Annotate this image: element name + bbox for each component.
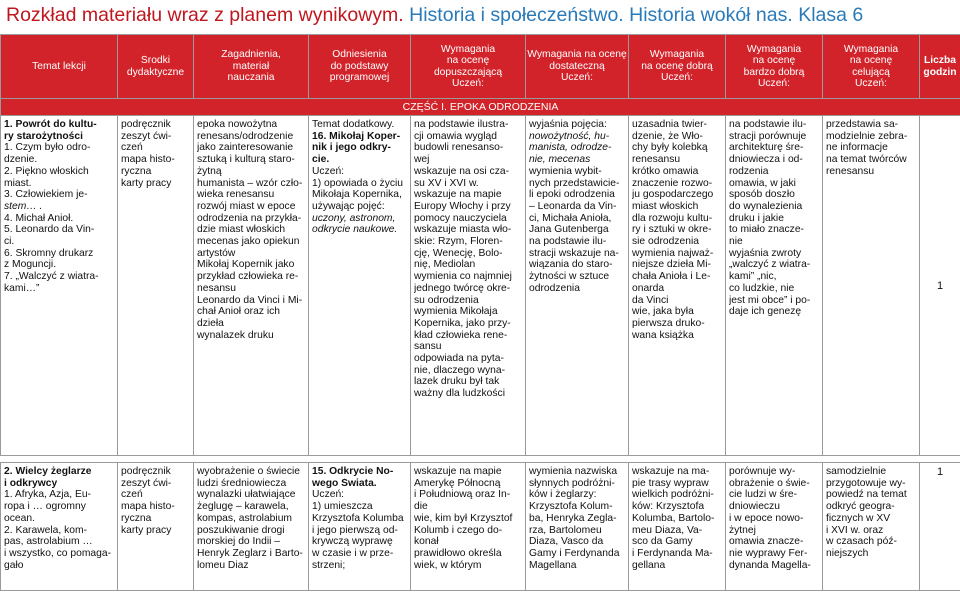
table-row [1, 463, 960, 591]
cell-line: 16. Mikołaj Koper- [312, 130, 401, 142]
cell-line: humanista – wzór czło- [197, 177, 303, 189]
cell-line: ryczna [121, 512, 152, 524]
cell-line: rodzenia [729, 165, 769, 177]
cell-line: wymienia wybit- [529, 165, 602, 177]
cell-line: nik i jego odkry- [312, 142, 391, 154]
header-line: materiał [232, 60, 270, 72]
cell-req-vgood [726, 116, 823, 456]
cell-line: chał Anioł oraz ich [197, 306, 280, 318]
cell-line: wiek, w którym [414, 559, 482, 571]
cell-line: mapa histo- [121, 501, 175, 513]
cell-line: i Ferdynanda Ma- [632, 547, 713, 559]
cell-line: i wszystko, co pomaga- [4, 547, 112, 559]
cell-req-sat [526, 463, 629, 591]
cell-line: krywczą wyprawę [312, 536, 393, 548]
header-req-excel [823, 35, 920, 99]
cell-line: ne informacje [826, 142, 888, 154]
header-line: Uczeń: [854, 78, 888, 89]
header-topic [1, 35, 118, 99]
cell-line: miast. [4, 177, 32, 189]
cell-line: na podstawie ilu- [529, 236, 607, 248]
cell-line: dzenie, że Wło- [632, 130, 703, 142]
cell-line: miast włoskich [632, 200, 699, 212]
cell-line: nowożytność, hu- [529, 130, 610, 142]
cell-line: w czasie i w prze- [312, 547, 394, 559]
cell-line: jest mi obce” i po- [729, 294, 811, 306]
cell-line: „walczyć z wiatra- [729, 259, 811, 271]
cell-line: krótko omawia [632, 165, 699, 177]
cell-line: 15. Odkrycie No- [312, 466, 394, 477]
cell-line: nie wyprawy Fer- [729, 547, 808, 559]
cell-line: kompas, astrolabium [197, 512, 292, 524]
cell-line: wego Świata. [312, 477, 377, 489]
cell-line: wyjaśnia pojęcia: [529, 119, 607, 130]
cell-line: konał [414, 536, 439, 548]
cell-reference [309, 116, 411, 456]
cell-line: i w epoce nowo- [729, 512, 804, 524]
cell-line: skie: Rzym, Floren- [414, 236, 503, 248]
header-line: Wymagania [649, 49, 705, 61]
cell-line: zeszyt ćwi- [121, 477, 172, 489]
cell-line: pie trasy wypraw [632, 477, 709, 489]
cell-line: ludzi średniowiecza [197, 477, 287, 489]
cell-line: ficznych w XV [826, 512, 891, 524]
cell-line: Gamy i Ferdynanda [529, 547, 620, 559]
cell-line: przedstawia sa- [826, 119, 899, 130]
cell-line: Magellana [529, 559, 577, 571]
cell-resources [118, 116, 194, 456]
cell-line: ryczna [121, 165, 152, 177]
cell-line: Kolumb i czego do- [414, 524, 503, 536]
cell-line: nie, mecenas [529, 154, 591, 166]
cell-req-excel [823, 463, 920, 591]
cell-line: gało [4, 559, 24, 571]
cell-line: i XVI w. oraz [826, 524, 884, 536]
cell-hours: 1 [920, 463, 960, 591]
cell-line: morskiej do Indii – [197, 536, 280, 548]
cell-line: Leonardo da Vinci i Mi- [197, 294, 303, 306]
cell-line: obrażenie o świe- [729, 477, 810, 489]
header-line: Zagadnienia, [221, 49, 281, 61]
header-line: na ocenę [752, 55, 796, 66]
cell-line: sco da Gamy [632, 536, 693, 548]
cell-line: kami…” [4, 282, 40, 294]
cell-line: wyobrażenie o świecie [197, 466, 301, 477]
cell-line: epoka nowożytna [197, 119, 278, 130]
cell-line: kład człowieka rene- [414, 329, 508, 341]
cell-line: i jego pierwszą od- [312, 524, 398, 536]
header-line: Odniesienia [332, 49, 387, 61]
cell-line: wyjaśnia zwroty [729, 247, 802, 259]
cell-line: znaczenie rozwo- [632, 177, 713, 189]
cell-line: odrodzenia na przykła- [197, 212, 302, 224]
cell-line: mapa histo- [121, 154, 175, 166]
cell-line: wie, jaka była [632, 306, 694, 318]
header-line: bardzo dobrą [743, 66, 805, 78]
header-line: Wymagania [440, 43, 496, 55]
cell-line: dniowieczu [729, 501, 780, 513]
cell-line: powiedź na temat [826, 489, 907, 501]
cell-line: sansu [414, 341, 442, 353]
cell-req-sat [526, 116, 629, 456]
cell-line: ważny dla ludzkości [414, 388, 505, 400]
cell-line: wej [414, 154, 430, 166]
cell-line: Mikołaja Kopernika, [312, 189, 402, 201]
cell-line: Mikołaj Kopernik jako [197, 259, 295, 271]
cell-line: 1. Afryka, Azja, Eu- [4, 489, 91, 501]
cell-line: daje ich genezę [729, 306, 802, 318]
cell-line: i odkrywcy [4, 477, 58, 489]
cell-line: stracji wskazuje na- [529, 247, 619, 259]
cell-line: wielkich podróżni- [632, 489, 714, 501]
cell-line: lomeu Diaz [197, 559, 249, 571]
cell-line: wynalazek druku [197, 329, 274, 341]
header-line: na ocenę [849, 55, 893, 66]
cell-line: żytnej [729, 524, 756, 536]
cell-line: renesans/odrodzenie [197, 130, 294, 142]
header-line: godzin [923, 66, 957, 78]
part-row [1, 99, 960, 116]
cell-line: karty pracy [121, 177, 172, 189]
cell-line: wymienia nazwiska [529, 466, 618, 477]
page-title [6, 2, 863, 30]
cell-line: dzieła [197, 317, 224, 329]
cell-line: Uczeń: [312, 165, 345, 177]
cell-line: wskazuje na ma- [632, 466, 710, 477]
header-line: Temat lekcji [32, 60, 86, 72]
cell-line: samodzielnie [826, 466, 887, 477]
cell-line: pierwsza druko- [632, 317, 705, 329]
cell-line: ry starożytności [4, 130, 83, 142]
cell-line: su odrodzenia [414, 294, 479, 306]
header-req-sat [526, 35, 629, 99]
cell-line: dniowiecza i od- [729, 154, 803, 166]
cell-line: używając pojęć: [312, 200, 385, 212]
cell-line: wiązania do staro- [529, 259, 613, 271]
cell-line: to miało znacze- [729, 224, 804, 236]
cell-line: wskazuje na osi cza- [414, 165, 509, 177]
cell-req-vgood [726, 463, 823, 591]
cell-line: 1) opowiada o życiu [312, 177, 404, 189]
cell-line: poszukiwanie drogi [197, 524, 285, 536]
cell-line: 2. Piękno włoskich [4, 165, 89, 177]
cell-line: wie, kim był Krzysztof [414, 512, 513, 524]
cell-line: słynnych podróżni- [529, 477, 615, 489]
cell-line: 3. Człowiekiem je- [4, 189, 88, 201]
cell-line: lazek druku był tak [414, 376, 500, 388]
cell-line: su XV i XVI w. [414, 177, 479, 189]
cell-line: ry i sztuki w okre- [632, 224, 712, 236]
separator-cell [1, 456, 960, 463]
header-line: Uczeń: [451, 78, 485, 89]
cell-line: renesansu [632, 154, 681, 166]
cell-line: ju gospodarczego [632, 189, 714, 201]
table-row [1, 116, 960, 456]
cell-req-good [629, 463, 726, 591]
cell-line: Diaza, Vasco da [529, 536, 604, 548]
header-line: dydaktyczne [126, 66, 185, 78]
cell-line: 6. Skromny drukarz [4, 247, 94, 259]
cell-line: 7. „Walczyć z wiatra- [4, 271, 99, 283]
cell-line: wynalazki ułatwiające [197, 489, 296, 501]
header-line: Liczba [923, 55, 957, 66]
cell-line: żeglugę – karawela, [197, 501, 289, 513]
cell-line: 1) umieszcza [312, 501, 373, 513]
cell-line: 1. Czym było odro- [4, 142, 91, 154]
header-line: dostateczną [549, 60, 605, 72]
part-label: CZĘŚĆ I. EPOKA ODRODZENIA [1, 99, 960, 116]
cell-line: i Południową oraz In- [414, 489, 511, 501]
cell-line: cję, Wenecję, Bolo- [414, 247, 503, 259]
cell-line: Uczeń: [312, 489, 345, 501]
cell-line: niejszych [826, 547, 869, 559]
header-row [1, 35, 960, 99]
cell-req-excel [823, 116, 920, 456]
cell-line: cji omawia wygląd [414, 130, 497, 142]
cell-line: ków i żeglarzy: [529, 489, 597, 501]
cell-line: Temat dodatkowy. [312, 119, 395, 130]
cell-line: ci. [4, 236, 15, 248]
curriculum-table [0, 34, 960, 591]
cell-line: odkrycie naukowe. [312, 224, 398, 236]
cell-line: druku i jakie [729, 212, 784, 224]
header-line: Środki [140, 55, 171, 66]
cell-line: odrodzenia [529, 282, 580, 294]
cell-line: modzielnie zebra- [826, 130, 908, 142]
cell-line: cie ludzi w śre- [729, 489, 798, 501]
cell-resources [118, 463, 194, 591]
cell-line: jako zainteresowanie [197, 142, 294, 154]
cell-line: dzie miast włoskich [197, 224, 286, 236]
cell-line: czeń [121, 142, 143, 154]
cell-line: artystów [197, 247, 236, 259]
cell-line: wieka renesansu [197, 189, 275, 201]
cell-line: sie odrodzenia [632, 236, 699, 248]
cell-line: w czasach póź- [826, 536, 897, 548]
cell-line: chy były kolebką [632, 142, 708, 154]
cell-line: sposób doszło [729, 189, 795, 201]
cell-line: nych przedstawicie- [529, 177, 620, 189]
cell-line: manista, odrodze- [529, 142, 612, 154]
cell-line: rza, Bartolomeu [529, 524, 602, 536]
cell-line: dzenie. [4, 154, 38, 166]
cell-line: Krzysztofa Kolum- [529, 501, 613, 513]
cell-line: stracji porównuje [729, 130, 807, 142]
cell-line: uczony, astronom, [312, 212, 396, 224]
cell-line: dynanda Magella- [729, 559, 811, 571]
cell-line: ropa i … ogromny [4, 501, 86, 513]
header-line: Uczeń: [560, 72, 594, 84]
cell-req-good [629, 116, 726, 456]
cell-line: nesansu [197, 282, 236, 294]
cell-line: odpowiada na pyta- [414, 353, 504, 365]
cell-line: nie [729, 236, 743, 248]
cell-line: onarda [632, 282, 665, 294]
cell-line: karty pracy [121, 524, 172, 536]
header-req-vgood [726, 35, 823, 99]
cell-line: odkryć geogra- [826, 501, 895, 513]
cell-line: wskazuje na mapie [414, 466, 502, 477]
cell-line: gellana [632, 559, 666, 571]
cell-line: meu Diaza, Va- [632, 524, 703, 536]
header-hours [920, 35, 960, 99]
cell-line: ków: Krzysztofa [632, 501, 705, 513]
cell-line: wana książka [632, 329, 694, 341]
cell-line: kami” „nic, [729, 271, 777, 283]
cell-line: strzeni; [312, 559, 346, 571]
cell-line: Europy Włochy i przy [414, 200, 511, 212]
cell-line: uzasadnia twier- [632, 119, 707, 130]
cell-line: Kopernika, jako przy- [414, 317, 511, 329]
header-line: programowej [329, 72, 390, 84]
cell-reference [309, 463, 411, 591]
cell-line: Amerykę Północną [414, 477, 501, 489]
cell-line: na podstawie ilu- [729, 119, 807, 130]
cell-line: do wynalezienia [729, 200, 803, 212]
cell-line: renesansu [826, 165, 875, 177]
header-resources [118, 35, 194, 99]
header-line: Wymagania na ocenę [527, 49, 627, 61]
header-line: Wymagania [843, 43, 899, 55]
cell-line: sztuką i kulturą staro- [197, 154, 295, 166]
cell-line: pomocy nauczyciela [414, 212, 507, 224]
header-reference [309, 35, 411, 99]
cell-line: da Vinci [632, 294, 669, 306]
title-part-2: Historia i społeczeństwo. Historia wokół nas. Klasa 6 [409, 4, 864, 26]
cell-line: 2. Wielcy żeglarze [4, 466, 92, 477]
cell-line: – Leonarda da Vin- [529, 200, 617, 212]
cell-line: z Moguncji. [4, 259, 57, 271]
header-line: dopuszczającą [433, 66, 503, 78]
cell-line: rozwój miast w epoce [197, 200, 296, 212]
cell-req-pass [411, 116, 526, 456]
cell-line: omawia znacze- [729, 536, 804, 548]
header-line: Uczeń: [757, 78, 791, 89]
header-line: na ocenę [446, 55, 490, 66]
cell-line: żytności w sztuce [529, 271, 610, 283]
header-req-pass [411, 35, 526, 99]
cell-line: czeń [121, 489, 143, 501]
cell-topic [1, 463, 118, 591]
header-line: nauczania [227, 72, 275, 84]
cell-line: Kolumba, Bartolo- [632, 512, 715, 524]
cell-line: cie. [312, 154, 330, 166]
cell-line: wskazuje na mapie [414, 189, 502, 201]
cell-line: zeszyt ćwi- [121, 130, 172, 142]
cell-line: 2. Karawela, kom- [4, 524, 87, 536]
cell-line: porównuje wy- [729, 466, 796, 477]
cell-line: podręcznik [121, 466, 171, 477]
cell-line: jednego twórcę okre- [414, 282, 511, 294]
cell-line: 4. Michał Anioł. [4, 212, 74, 224]
cell-line: stem… . [4, 200, 43, 212]
header-line: celującą [852, 66, 890, 78]
cell-line: chała Anioła i Le- [632, 271, 711, 283]
cell-line: budowli renesanso- [414, 142, 504, 154]
cell-line: prawidłowo określa [414, 547, 502, 559]
cell-hours: 1 [920, 116, 960, 456]
header-issues [194, 35, 309, 99]
cell-issues [194, 116, 309, 456]
cell-line: żytną [197, 165, 222, 177]
header-line: do podstawy [330, 60, 389, 72]
cell-line: wymienia Mikołaja [414, 306, 498, 318]
cell-line: co ludzkie, nie [729, 282, 795, 294]
cell-line: Henryk Żeglarz i Barto- [197, 547, 303, 559]
header-req-good [629, 35, 726, 99]
title-part-1: Rozkład materiału wraz z planem wynikowym. [6, 4, 404, 26]
cell-line: podręcznik [121, 119, 171, 130]
cell-line: architekturę śre- [729, 142, 804, 154]
header-line: Uczeń: [660, 72, 694, 84]
header-line: na ocenę dobrą [641, 60, 713, 72]
cell-issues [194, 463, 309, 591]
cell-line: die [414, 501, 428, 513]
cell-line: wskazuje miasta wło- [414, 224, 512, 236]
row-separator [1, 456, 960, 463]
cell-line: niejsze dzieła Mi- [632, 259, 711, 271]
cell-line: przygotowuje wy- [826, 477, 906, 489]
cell-line: nię, Mediolan [414, 259, 476, 271]
cell-req-pass [411, 463, 526, 591]
cell-line: przykład człowieka re- [197, 271, 299, 283]
cell-line: omawia, w jaki [729, 177, 796, 189]
cell-line: dla rozwoju kultu- [632, 212, 713, 224]
cell-line: ba, Henryka Żegla- [529, 512, 617, 524]
cell-line: na podstawie ilustra- [414, 119, 509, 130]
cell-line: wymienia najważ- [632, 247, 714, 259]
header-line: Wymagania [746, 43, 802, 55]
cell-line: pas, astrolabium … [4, 536, 93, 548]
cell-line: li epoki odrodzenia [529, 189, 615, 201]
cell-line: mecenas jako opiekun [197, 236, 300, 248]
cell-line: Jana Gutenberga [529, 224, 609, 236]
cell-line: 1. Powrót do kultu- [4, 119, 97, 130]
cell-line: na temat twórców [826, 154, 907, 166]
cell-line: Krzysztofa Kolumba [312, 512, 404, 524]
cell-line: ci, Michała Anioła, [529, 212, 612, 224]
cell-line: nie, dlaczego wyna- [414, 364, 506, 376]
cell-line: wymienia co najmniej [414, 271, 512, 283]
cell-line: ocean. [4, 512, 35, 524]
cell-line: 5. Leonardo da Vin- [4, 224, 95, 236]
cell-topic [1, 116, 118, 456]
